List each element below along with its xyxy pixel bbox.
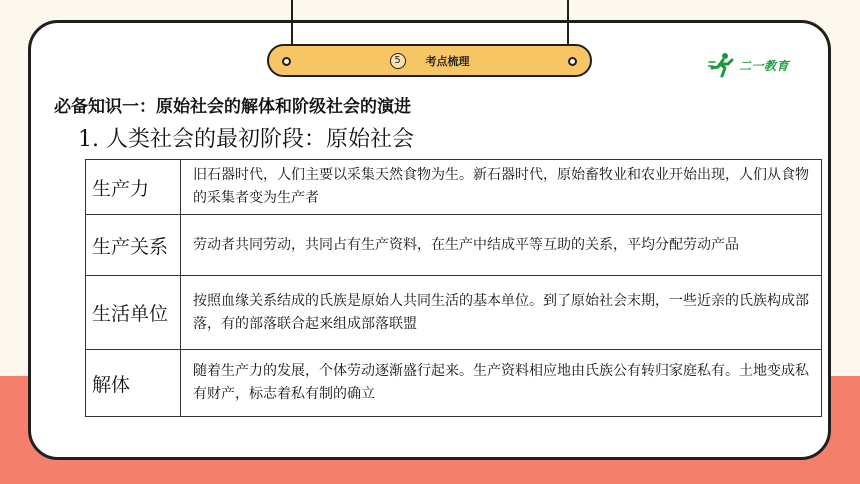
- row-label: 生产力: [86, 160, 181, 215]
- table-row: [86, 276, 822, 350]
- subsection-heading: 1. 人类社会的最初阶段：原始社会: [78, 127, 414, 152]
- table-row: [86, 160, 822, 215]
- section-banner: [267, 44, 592, 77]
- banner-number: 5: [390, 53, 406, 69]
- row-content: 随着生产力的发展，个体劳动逐渐盛行起来。生产资料相应地由氏族公有转归家庭私有。土地变成私有财产，标志着私有制的确立: [181, 350, 822, 417]
- banner-hanger-left: [291, 0, 293, 44]
- row-label: 生产关系: [86, 215, 181, 276]
- row-label: 解体: [86, 350, 181, 417]
- info-table: [85, 159, 822, 417]
- table-row: [86, 350, 822, 417]
- row-content: 按照血缘关系结成的氏族是原始人共同生活的基本单位。到了原始社会末期，一些近亲的氏族构成部落，有的部落联合起来组成部落联盟: [181, 276, 822, 350]
- row-label: 生活单位: [86, 276, 181, 350]
- row-content: 劳动者共同劳动，共同占有生产资料，在生产中结成平等互助的关系，平均分配劳动产品: [181, 215, 822, 276]
- running-figure-icon: [708, 52, 736, 78]
- table-row: [86, 215, 822, 276]
- banner-hanger-right: [567, 0, 569, 44]
- logo: [708, 50, 818, 80]
- banner-title: 考点梳理: [425, 54, 470, 68]
- section-heading: 必备知识一：原始社会的解体和阶级社会的演进: [54, 97, 411, 117]
- logo-text: 二一教育: [739, 58, 790, 73]
- banner-dot-right: [568, 57, 577, 66]
- row-content: 旧石器时代，人们主要以采集天然食物为生。新石器时代，原始畜牧业和农业开始出现，人们从食物的采集者变为生产者: [181, 160, 822, 215]
- banner-dot-left: [282, 57, 291, 66]
